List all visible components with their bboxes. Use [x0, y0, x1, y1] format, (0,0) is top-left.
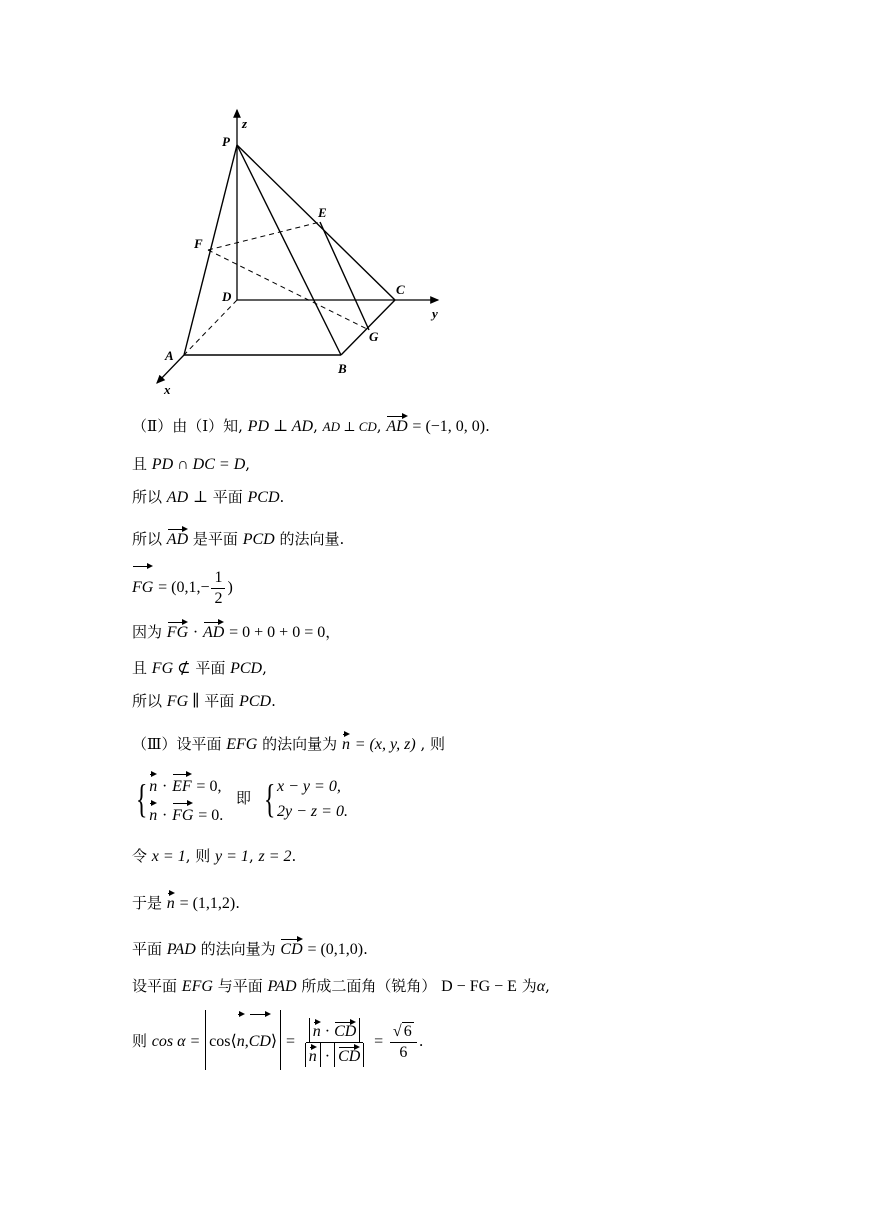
punct: .	[363, 940, 368, 958]
vector-n: n	[342, 730, 350, 756]
vector-fg-value: = (0,1,−	[158, 579, 210, 596]
text: 的法向量.	[279, 530, 345, 548]
expr-cos-alpha: cos α =	[151, 1033, 201, 1050]
system-rows	[149, 770, 223, 828]
punct: .	[271, 692, 276, 710]
vector-ad: AD	[386, 412, 407, 438]
vector-n: n	[313, 1018, 321, 1042]
vector-cd: CD	[280, 935, 302, 961]
line-n-value	[132, 889, 240, 915]
text: 平面	[132, 940, 163, 958]
text: , 则	[420, 735, 446, 753]
text: （Ⅱ）由（Ⅰ）知,	[132, 417, 243, 435]
punct: ,	[248, 847, 254, 865]
vector-n-value: = (1,1,2)	[179, 895, 236, 912]
expr-pad: PAD	[267, 978, 297, 995]
system-row-1	[149, 770, 223, 799]
expr-alpha: α	[536, 978, 546, 995]
denominator	[302, 1043, 368, 1067]
perp-symbol: ⊥	[192, 489, 208, 506]
vector-cd-value: = (0,1,0)	[307, 941, 364, 958]
text: 的法向量为	[200, 940, 276, 958]
abs-cos	[205, 1010, 281, 1070]
text: 为	[521, 977, 537, 995]
denominator: 6	[399, 1043, 408, 1061]
label-x: x	[164, 382, 171, 397]
denominator: 2	[214, 589, 223, 607]
pyramid-figure	[140, 100, 470, 400]
line-equation-system	[132, 770, 348, 828]
dot-symbol: ·	[324, 1022, 331, 1040]
punct: .	[485, 417, 490, 435]
numerator	[390, 1022, 417, 1043]
text: 平面	[204, 692, 235, 710]
edge-fe	[208, 222, 320, 250]
label-b: B	[338, 361, 347, 376]
text: 所以	[132, 692, 163, 710]
system-row-1: x − y = 0,	[277, 778, 341, 795]
vector-cd: CD	[249, 1010, 271, 1070]
edge-eg	[320, 222, 369, 330]
punct: ,	[262, 659, 267, 677]
text: 所以	[132, 488, 163, 506]
label-e: E	[318, 205, 327, 220]
edge-da	[184, 300, 237, 355]
expr-efg: EFG	[181, 978, 213, 995]
punct: ,	[245, 455, 251, 473]
cos-open: cos⟨	[209, 1033, 237, 1050]
dot-symbol: ·	[324, 1047, 331, 1065]
label-f: F	[194, 236, 203, 251]
text: 是平面	[192, 530, 238, 548]
punct: .	[235, 894, 241, 912]
vector-ad: AD	[203, 618, 224, 644]
punct: ，	[325, 623, 341, 641]
abs-cd	[334, 1043, 364, 1067]
system-left	[132, 770, 223, 828]
label-p: P	[222, 134, 230, 149]
punct: .	[291, 847, 297, 865]
label-g: G	[369, 329, 379, 344]
fraction-cos	[302, 1018, 368, 1067]
line-dihedral-angle	[132, 975, 550, 998]
expr-pcd: PCD	[247, 489, 280, 506]
vector-ad: AD	[167, 525, 188, 551]
expr-pcd: PCD	[242, 531, 275, 548]
expr-efg: EFG	[226, 736, 258, 753]
equals-zero: = 0,	[196, 778, 222, 795]
text: 平面	[212, 488, 243, 506]
expr-x-eq: x = 1	[151, 848, 186, 865]
label-a: A	[165, 348, 174, 363]
text: （Ⅲ）设平面	[132, 735, 222, 753]
line-intersection	[132, 453, 250, 476]
dot-symbol: ·	[161, 778, 168, 795]
text: 且	[132, 659, 148, 677]
expr-z-eq: z = 2	[258, 848, 292, 865]
text: 所以	[132, 530, 163, 548]
dot-symbol: ·	[192, 624, 199, 641]
edge-fg	[208, 250, 369, 330]
vector-cd: CD	[338, 1043, 360, 1067]
dot-symbol: ·	[161, 807, 168, 824]
vector-n: n	[149, 770, 157, 799]
vector-n: n	[237, 1010, 245, 1070]
line-let-x	[132, 845, 296, 868]
vector-ad-value: = (−1, 0, 0)	[412, 418, 486, 435]
label-z: z	[242, 116, 248, 131]
system-rows	[277, 774, 348, 824]
abs-numerator	[309, 1018, 361, 1042]
vector-n-def: = (x, y, z)	[354, 736, 416, 753]
expr-ad: AD	[166, 489, 189, 506]
line-part2-intro: （Ⅱ）由（Ⅰ）知, PD ⊥ AD, AD ⊥ CD, AD = (−1, 0, 0).	[132, 412, 490, 438]
equals: =	[285, 1033, 295, 1050]
expr-pad: PAD	[166, 941, 196, 958]
system-row-2: 2y − z = 0.	[277, 803, 348, 820]
fraction-half	[211, 568, 225, 609]
punct: .	[418, 1032, 424, 1050]
left-brace: {	[135, 776, 148, 821]
expr-fg-parallel: FG ∥	[166, 693, 200, 710]
line-cos-alpha	[132, 1010, 423, 1070]
line-normal-vector	[132, 525, 344, 551]
numerator	[306, 1018, 364, 1043]
text: 则	[132, 1032, 148, 1050]
sqrt-6: √ 6	[392, 1022, 412, 1040]
equals-zero: = 0.	[198, 807, 224, 824]
edge-pa	[184, 145, 237, 355]
punct: ,	[545, 977, 550, 995]
expr-pd-cap-dc: PD ∩ DC = D	[151, 456, 246, 473]
vector-n: n	[149, 799, 157, 828]
system-right	[260, 774, 348, 824]
text: , 则	[185, 847, 211, 865]
dot-product-value: = 0 + 0 + 0 = 0	[229, 624, 326, 641]
abs-n	[305, 1043, 321, 1067]
label-c: C	[396, 282, 405, 297]
vector-cd: CD	[334, 1018, 356, 1042]
vector-ef: EF	[172, 770, 192, 799]
edge-pb	[237, 145, 341, 355]
expr-pcd: PCD	[230, 660, 263, 677]
line-pad-normal	[132, 935, 368, 961]
vector-fg: FG	[167, 618, 188, 644]
vector-fg: FG	[132, 562, 153, 610]
line-fg-parallel	[132, 690, 276, 713]
line-part3-intro	[132, 730, 445, 756]
line-dot-product	[132, 618, 340, 644]
expr-y-eq: y = 1	[215, 848, 249, 865]
text: 所成二面角（锐角）	[301, 977, 437, 995]
expr-dihedral: D − FG − E	[441, 978, 517, 995]
punct: .	[279, 488, 285, 506]
label-d: D	[222, 289, 232, 304]
vector-n: n	[167, 889, 175, 915]
line-fg-vector	[132, 562, 233, 610]
fraction-result	[390, 1022, 417, 1063]
expr-pcd: PCD	[239, 693, 272, 710]
line-fg-not-in-plane	[132, 657, 267, 680]
text: 令	[132, 847, 148, 865]
text: 的法向量为	[262, 735, 338, 753]
vector-n: n	[309, 1043, 317, 1067]
equals: =	[374, 1033, 384, 1050]
radicand: 6	[403, 1022, 412, 1040]
system-row-2	[149, 799, 223, 828]
text: 平面	[195, 659, 226, 677]
text: 于是	[132, 894, 163, 912]
cos-close: ⟩	[270, 1033, 278, 1050]
text: 且	[132, 455, 148, 473]
text-ji: 即	[236, 789, 252, 807]
paren: )	[227, 579, 233, 596]
text: 与平面	[217, 977, 263, 995]
text: 设平面	[132, 977, 178, 995]
expr-pd-perp-ad: PD ⊥ AD	[247, 418, 314, 435]
expr-fg-not-subset: FG ⊄	[151, 660, 191, 677]
comma: ,	[244, 1033, 249, 1050]
pyramid-diagram	[140, 100, 470, 400]
expr-ad-perp-cd: AD ⊥ CD	[322, 419, 377, 434]
text: 因为	[132, 623, 163, 641]
edge-pc	[237, 145, 395, 300]
left-brace: {	[263, 776, 276, 821]
line-ad-perp-plane	[132, 486, 284, 509]
label-y: y	[432, 306, 438, 321]
numerator: 1	[211, 568, 225, 589]
vector-fg: FG	[172, 799, 193, 828]
